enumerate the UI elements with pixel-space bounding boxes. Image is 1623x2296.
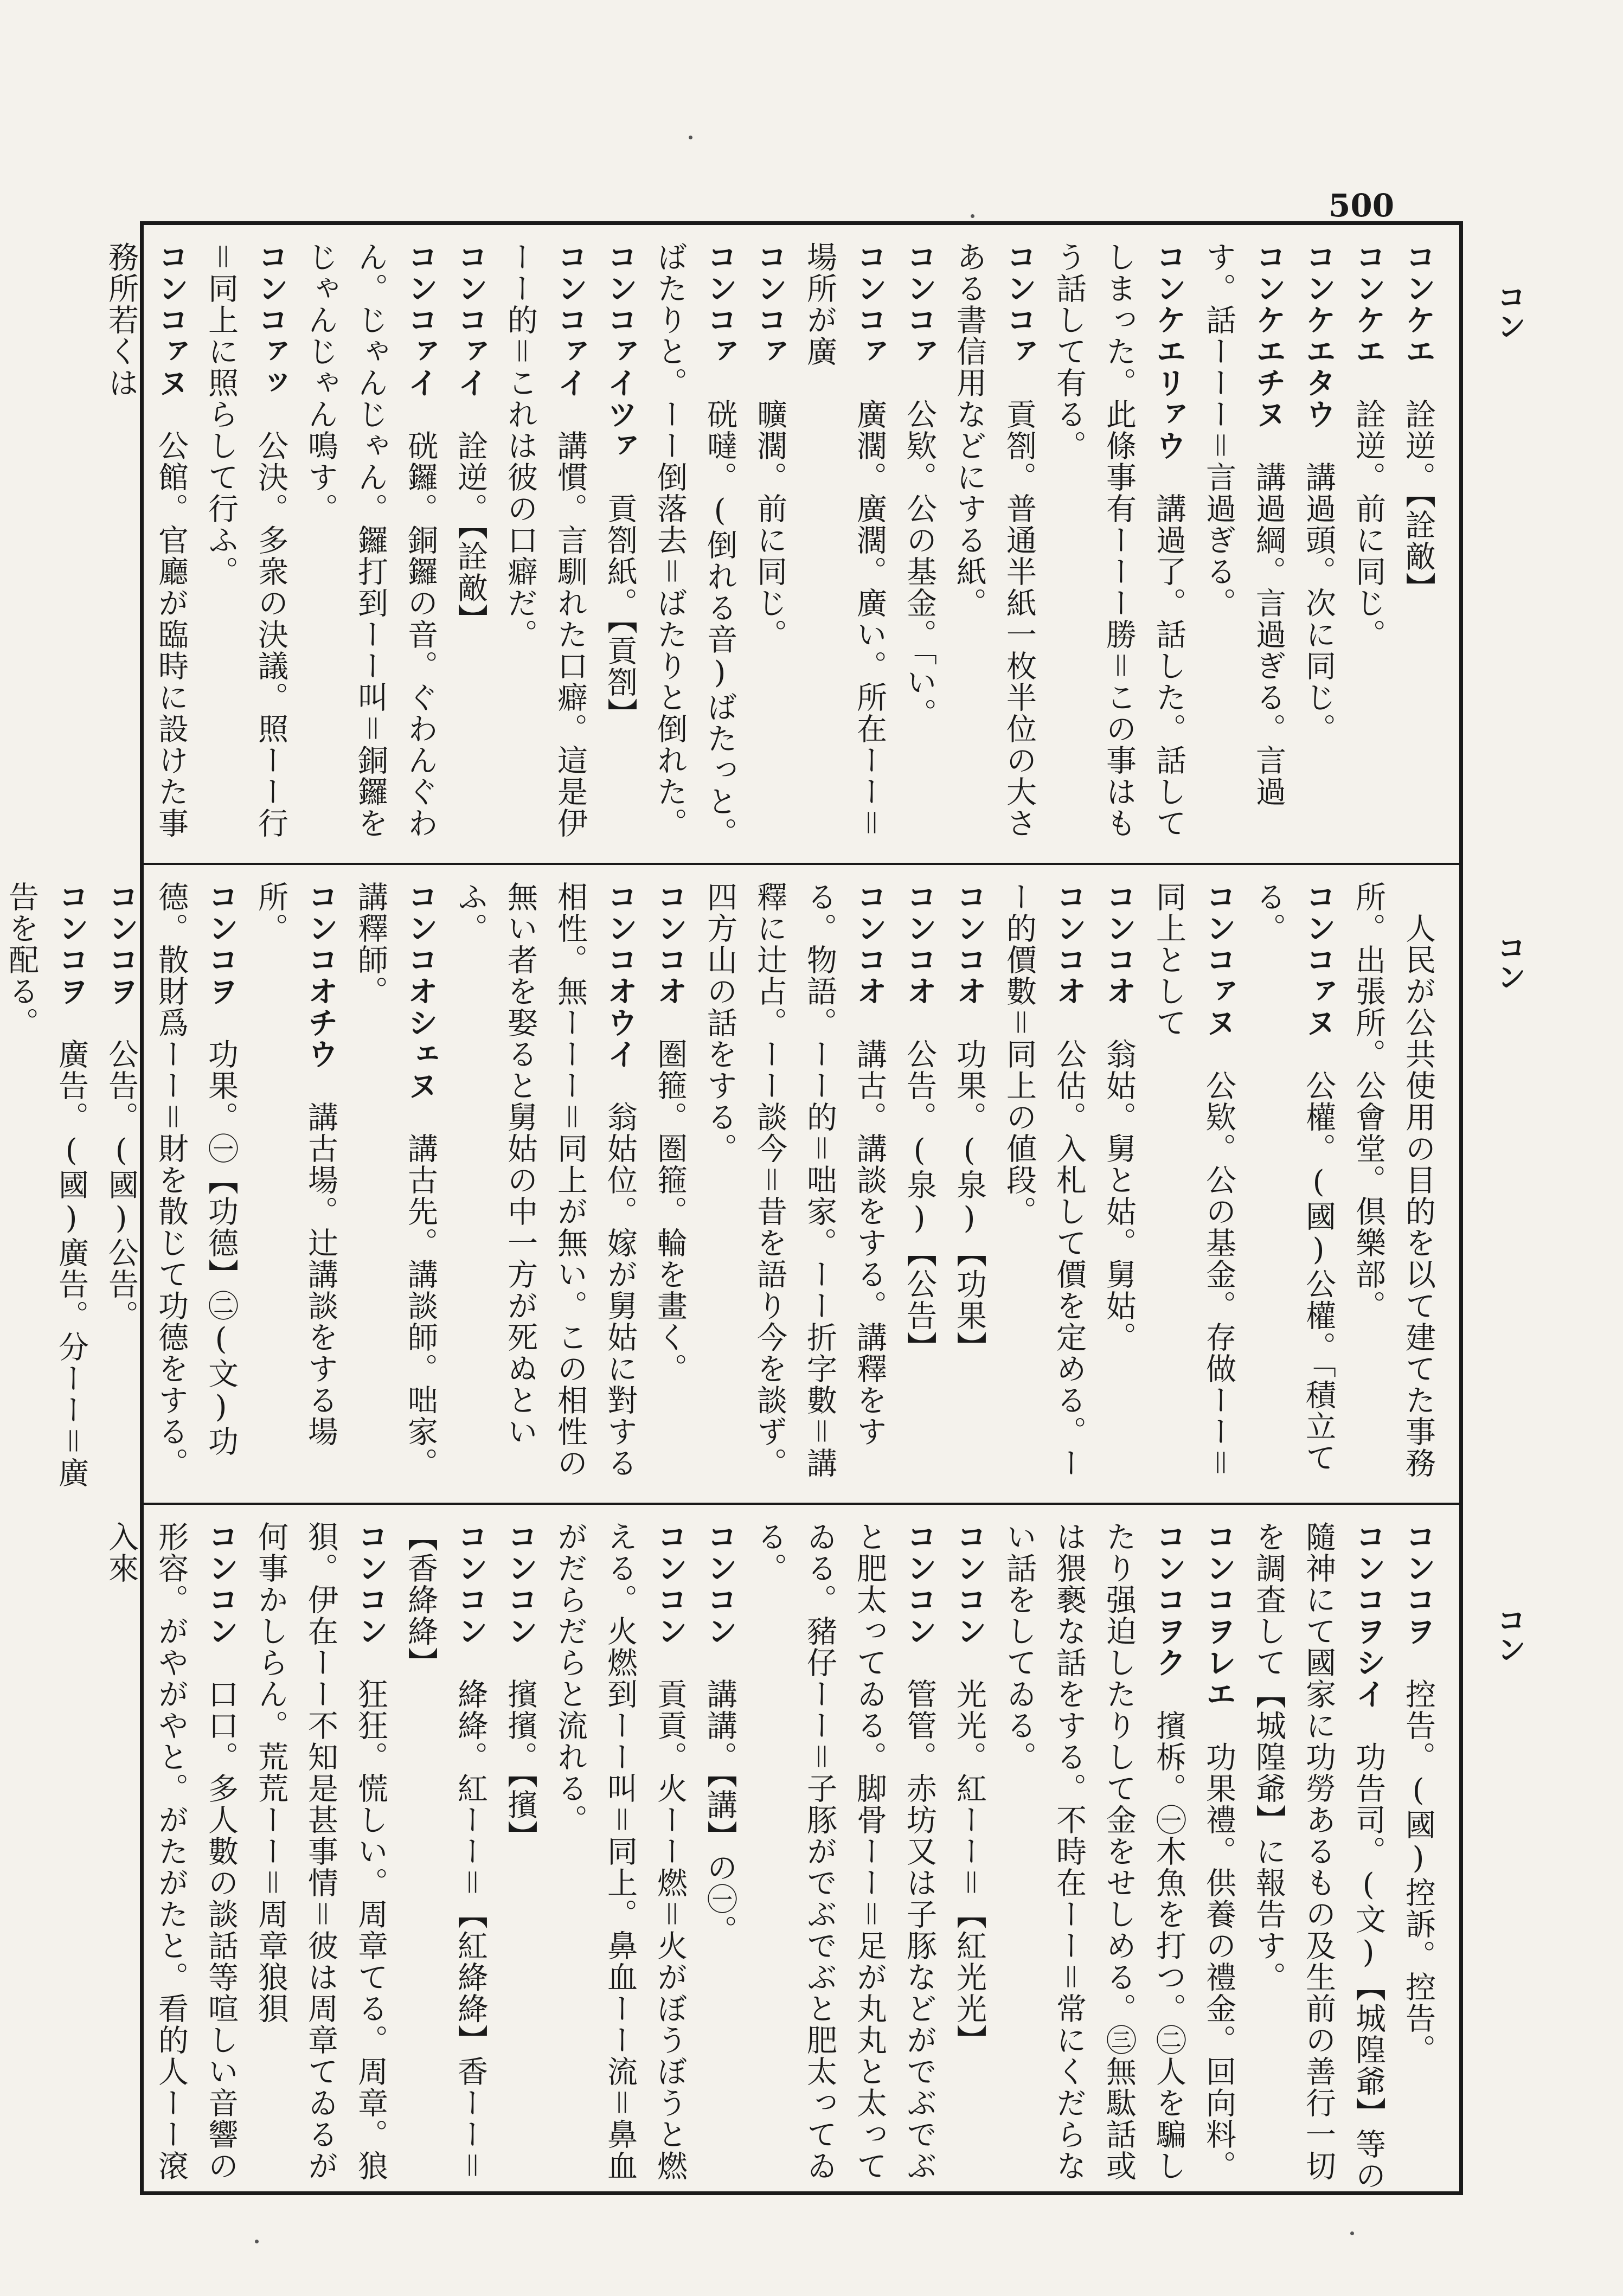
entry-definition: 硄噠。(倒れる音)ばたっと。ばたりと。ーー倒落去＝ばたりと倒れた。 <box>652 241 737 849</box>
entry-definition: 講講。【講】の㊀。 <box>702 1678 737 1946</box>
entry-definition: 功果禮。供養の禮金。回向料。 <box>1201 1741 1236 2182</box>
tier-bottom-columns <box>104 1505 1459 2191</box>
entry-definition: 貢劄。普通半紙一枚半位の大さある書信用などにする紙。 <box>952 241 1037 839</box>
entry-headword: コンケエタウ <box>1301 241 1336 430</box>
entry-definition: 公權。(國)公權。「積立てる。 <box>1251 881 1336 1473</box>
dictionary-entry <box>146 865 246 1503</box>
entry-definition: 廣濶。廣濶。廣い。所在ーー＝場所が廣 <box>802 241 887 839</box>
dictionary-entry <box>645 865 695 1503</box>
dictionary-entry <box>944 1505 994 2191</box>
entry-definition: 狂狂。慌しい。周章てる。周章。狼狽。伊在ーー不知是甚事情＝彼は周章てゐるが何事かしらん。荒荒ーー＝周章狼狽 <box>253 1521 388 2182</box>
entry-definition: 圏箍。圏箍。輪を畫く。 <box>652 1038 688 1384</box>
entry-definition: 功告司。(文)【城隍爺】等の隨神にて國家に功勞あるもの及生前の善行一切を調査して【城隍爺】に報告す。 <box>1251 1521 1386 2191</box>
dictionary-entry <box>1393 1505 1443 2191</box>
entry-headword: コンコオチウ <box>303 881 338 1070</box>
dictionary-entry <box>96 225 196 863</box>
entry-headword: コンコァ <box>702 241 737 367</box>
speck <box>971 214 974 218</box>
entry-headword: コンコオ <box>1051 881 1087 1007</box>
entry-definition: 公告。(國)公告。 <box>104 1038 139 1331</box>
entry-headword: コンコヲ <box>1401 1521 1436 1647</box>
entry-headword: コンコオ <box>852 881 887 1007</box>
dictionary-entry <box>645 225 745 863</box>
entry-headword: コンコァヌ <box>1301 881 1336 1038</box>
entry-definition: 公估。入札して價を定める。ーー的價數＝同上の値段。 <box>1002 881 1087 1479</box>
entry-definition: 口口。多人數の談話等喧しい音響の形容。がやがやと。がたがたと。看的人ーー滾入來 <box>104 1521 239 2182</box>
dictionary-entry <box>495 225 595 863</box>
entry-headword: コンコオ <box>902 881 937 1007</box>
entry-headword: コンコオ <box>652 881 688 1007</box>
entry-headword: コンコン <box>503 1521 538 1647</box>
dictionary-entry <box>994 865 1094 1503</box>
entry-headword: コンコァ <box>852 241 887 367</box>
entry-definition: 絳絳。紅ーー＝【紅絳絳】香ーー＝【香絳絳】 <box>403 1521 488 2182</box>
entry-headword: コンコオ <box>952 881 987 1007</box>
tier-top-columns <box>104 225 1459 863</box>
entry-definition: 詮逆。【詮敵】 <box>453 430 488 635</box>
dictionary-entry <box>595 225 645 863</box>
entry-headword: コンコァ <box>902 241 937 367</box>
entry-headword: コンコヲク <box>1151 1521 1186 1678</box>
entry-definition: 功果。㊀【功德】㊁(文)功德。散財爲ーー＝財を散じて功德をする。 <box>153 881 239 1479</box>
dictionary-entry <box>1144 865 1243 1503</box>
entry-definition: 公決。多衆の決議。照ーー行＝同上に照らして行ふ。 <box>203 241 288 839</box>
entry-definition: 講古場。辻講談をする場所。 <box>253 881 338 1447</box>
entry-headword: コンコァヌ <box>1201 881 1236 1038</box>
entry-definition: 曠濶。前に同じ。 <box>752 399 787 650</box>
dictionary-entry <box>345 865 445 1503</box>
entry-definition: 詮逆。前に同じ。 <box>1351 399 1386 650</box>
entry-definition: 詮逆。【詮敵】 <box>1401 399 1436 604</box>
dictionary-entry <box>96 1505 246 2191</box>
dictionary-entry <box>745 225 794 863</box>
dictionary-entry <box>1094 865 1144 1503</box>
dictionary-entry <box>395 1505 495 2191</box>
entry-headword: コンコァイ <box>403 241 438 399</box>
dictionary-entry <box>296 225 445 863</box>
dictionary-entry <box>944 225 1044 863</box>
tier-middle <box>4 865 1459 1503</box>
dictionary-entry <box>1293 225 1343 863</box>
entry-headword: コンコヲ <box>54 881 89 1007</box>
speck <box>1350 2231 1354 2235</box>
tier-middle-columns <box>4 865 1459 1503</box>
entry-headword: コンコン <box>652 1521 688 1647</box>
entry-headword: コンコヲ <box>104 881 139 1007</box>
entry-definition: 管管。赤坊又は子豚などがでぶでぶと肥太ってゐる。脚骨ーー＝足が丸丸と太ってゐる。豬仔ーー＝子豚がでぶでぶと肥太ってゐる。 <box>752 1521 937 2182</box>
entry-headword: コンコン <box>702 1521 737 1647</box>
dictionary-entry <box>695 865 894 1503</box>
entry-definition: 控告。(國)控訴。控告。 <box>1401 1678 1436 2066</box>
dictionary-frame <box>4 221 1463 2195</box>
dictionary-entry <box>196 225 296 863</box>
entry-headword: コンコオウイ <box>602 881 638 1070</box>
dictionary-entry <box>894 225 944 863</box>
running-head-top: コン <box>1492 282 1526 341</box>
entry-headword: コンコン <box>353 1521 388 1647</box>
entry-headword: コンコァッ <box>253 241 288 399</box>
dictionary-entry <box>1393 225 1443 863</box>
entry-definition: 講慣。言馴れた口癖。這是伊ーー的＝これは彼の口癖だ。 <box>503 241 588 839</box>
entry-definition: 擯擯。【擯】 <box>503 1678 538 1852</box>
dictionary-entry <box>1243 865 1343 1503</box>
entry-headword: コンコヲレエ <box>1201 1521 1236 1710</box>
page-number: 500 <box>1329 187 1395 224</box>
dictionary-entry <box>1044 225 1194 863</box>
entry-definition: 貢貢。火ーー燃＝火がぼうぼうと燃える。火燃到ーー叫＝同上。鼻血ーー流＝鼻血がだらだらと流れる。 <box>553 1521 688 2182</box>
entry-definition: 講過頭。次に同じ。 <box>1301 461 1336 745</box>
entry-headword: コンコン <box>453 1521 488 1647</box>
entry-headword: コンケエチヌ <box>1251 241 1286 430</box>
entry-definition: 翁姑。舅と姑。舅姑。 <box>1101 1038 1137 1353</box>
entry-headword: コンコァイ <box>553 241 588 399</box>
entry-headword: コンコン <box>952 1521 987 1647</box>
entry-headword: コンケエ <box>1351 241 1386 367</box>
entry-definition: 光光。紅ーー＝【紅光光】 <box>952 1678 987 2056</box>
dictionary-entry <box>545 1505 695 2191</box>
dictionary-entry <box>0 865 96 1503</box>
entry-headword: コンコヲシイ <box>1351 1521 1386 1710</box>
dictionary-entry <box>994 1505 1194 2191</box>
dictionary-entry <box>745 1505 944 2191</box>
entry-headword: コンコァ <box>752 241 787 367</box>
entry-definition: 講古。講談をする。講釋をする。物語。ーー的＝咄家。ーー折字數＝講釋に辻占。ーー談今＝昔を語り今を談ず。四方山の話をする。 <box>702 881 887 1479</box>
entry-headword: コンコァヌ <box>153 241 189 399</box>
dictionary-entry <box>246 1505 395 2191</box>
entry-headword: コンコオ <box>1101 881 1137 1007</box>
dictionary-entry <box>445 225 495 863</box>
tier-top <box>104 225 1459 863</box>
running-head-middle: コン <box>1492 933 1526 991</box>
entry-headword: コンコァ <box>1002 241 1037 367</box>
entry-definition: 翁姑位。嫁が舅姑に對する相性。無ーーー＝同上が無い。この相性の無い者を娶ると舅姑の中一方が死ぬといふ。 <box>453 881 638 1479</box>
entry-definition: 擯柝。㊀木魚を打つ。㊁人を騙したり强迫したりして金をせしめる。㊂無駄話或は猥褻な話をする。不時在ーー＝常にくだらない話をしてゐる。 <box>1002 1521 1186 2182</box>
dictionary-entry <box>695 1505 745 2191</box>
dictionary-entry <box>894 865 944 1503</box>
entry-definition: 講古先。講談師。咄家。講釋師。 <box>353 881 438 1479</box>
dictionary-entry <box>1343 865 1443 1503</box>
entry-headword: コンコァイツァ <box>602 241 638 461</box>
running-head-bottom: コン <box>1492 1605 1526 1664</box>
dictionary-entry <box>246 865 345 1503</box>
dictionary-entry <box>495 1505 545 2191</box>
dictionary-entry <box>944 865 994 1503</box>
entry-definition: 貢劄紙。【貢劄】 <box>602 493 638 729</box>
entry-definition: 講過了。話した。話してしまった。此條事有ーーー勝＝この事はもう話して有る。 <box>1051 241 1186 839</box>
dictionary-entry <box>1243 1505 1393 2191</box>
entry-headword: コンコヲ <box>203 881 239 1007</box>
entry-headword: コンケエ <box>1401 241 1436 367</box>
entry-definition: 硄鑼。銅鑼の音。ぐわんぐわん。じゃんじゃん。鑼打到ーー叫＝銅鑼をじゃんじゃん鳴す。 <box>303 241 438 839</box>
entry-definition: 公告。(泉)【公告】 <box>902 1038 937 1363</box>
dictionary-entry <box>1343 225 1393 863</box>
entry-definition: 功果。(泉)【功果】 <box>952 1038 987 1363</box>
entry-definition: 人民が公共使用の目的を以て建てた事務所。出張所。公會堂。倶樂部。 <box>1351 881 1436 1479</box>
dictionary-entry <box>1194 1505 1243 2191</box>
speck <box>255 2240 259 2243</box>
speck <box>689 136 692 139</box>
entry-headword: コンコオシェヌ <box>403 881 438 1101</box>
tier-bottom <box>104 1505 1459 2191</box>
entry-definition: 公欵。公の基金。「い。 <box>902 399 937 729</box>
entry-headword: コンコァイ <box>453 241 488 399</box>
dictionary-entry <box>794 225 894 863</box>
entry-headword: コンケエリァウ <box>1151 241 1186 461</box>
entry-definition: 廣告。(國)廣告。分ーー＝廣告を配る。 <box>4 881 89 1489</box>
dictionary-entry <box>1194 225 1293 863</box>
dictionary-entry <box>445 865 645 1503</box>
entry-definition: 講過綱。言過ぎる。言過す。話ーーー＝言過ぎる。 <box>1201 241 1286 807</box>
entry-headword: コンコン <box>902 1521 937 1647</box>
dictionary-entry <box>96 865 146 1503</box>
entry-definition: 公館。官廳が臨時に設けた事務所若くは <box>104 241 189 839</box>
entry-definition: 公欵。公の基金。存做ーー＝同上として <box>1151 881 1236 1479</box>
entry-headword: コンコン <box>203 1521 239 1647</box>
